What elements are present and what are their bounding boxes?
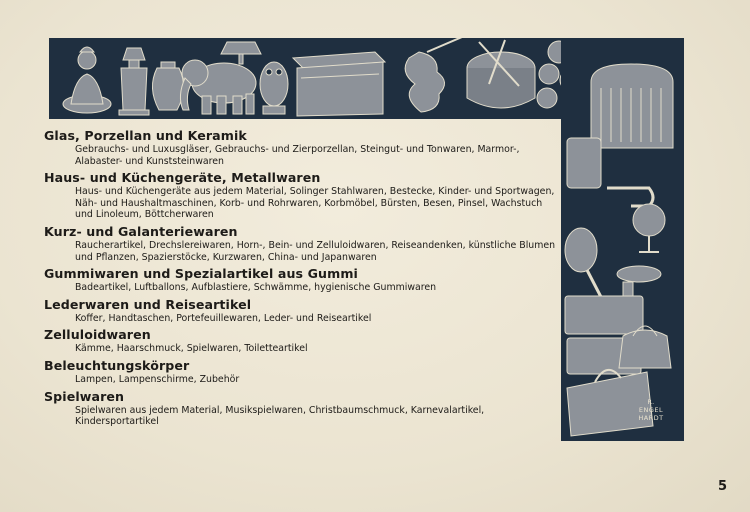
page-number: 5 [718, 479, 728, 494]
elephant-figurine-icon [180, 60, 256, 114]
category-items: Spielwaren aus jedem Material, Musikspielwaren, Christbaumschmuck, Karnevalartikel, Kindersportartikel [75, 404, 485, 428]
category-items: Gebrauchs- und Luxusgläser, Gebrauchs- und Zierporzellan, Steingut- und Tonwaren, Marmor-, Alabaster- und Kunststeinwaren [75, 144, 520, 167]
category-section [44, 224, 556, 263]
artist-signature [628, 398, 674, 422]
hand-mirror-icon [567, 138, 601, 188]
owl-figurine-icon [260, 62, 288, 114]
category-section [44, 389, 556, 428]
urn-icon [152, 62, 183, 110]
violin-icon [405, 38, 469, 112]
category-heading: Zelluloidwaren [44, 327, 151, 343]
category-heading: Gummiwaren und Spezialartikel aus Gummi [44, 266, 358, 282]
category-heading: Kurz- und Galanteriewaren [44, 223, 238, 239]
category-section [44, 170, 556, 221]
chest-box-icon [293, 52, 385, 116]
category-items: Kämme, Haarschmuck, Spielwaren, Toiletteartikel [75, 343, 308, 355]
category-heading: Haus- und Küchengeräte, Metallwaren [44, 170, 321, 186]
catalog-categories [44, 128, 556, 431]
category-heading: Lederwaren und Reiseartikel [44, 296, 252, 312]
category-section [44, 128, 556, 167]
signature-line: HARDT [638, 414, 664, 422]
category-items: Badeartikel, Luftballons, Aufblastiere, Schwämme, hygienische Gummiwaren [75, 282, 437, 294]
ornate-vase-icon [119, 48, 149, 115]
drum-icon [467, 40, 535, 108]
category-items: Koffer, Handtaschen, Portefeuillewaren, Leder- und Reiseartikel [75, 312, 372, 324]
category-heading: Beleuchtungskörper [44, 357, 190, 373]
category-items: Lampen, Lampenschirme, Zubehör [75, 373, 240, 385]
category-section [44, 327, 556, 355]
category-section [44, 266, 556, 294]
category-section [44, 358, 556, 386]
category-heading: Spielwaren [44, 388, 125, 404]
signature-line: ENGEL [638, 406, 664, 414]
wicker-chair-icon [591, 64, 673, 148]
buddha-figure-icon [63, 47, 111, 113]
goods-illustration-right [561, 38, 684, 441]
category-items: Raucherartikel, Drechslereiwaren, Horn-, Bein- und Zelluloidwaren, Reiseandenken, künstliche Blumen und Pflanzen, Spazierstöcke, Kurzwaren, China- und Japanwaren [75, 239, 556, 263]
illustration-banner-right [561, 38, 684, 441]
signature-line: R. [647, 398, 655, 406]
category-items: Haus- und Küchengeräte aus jedem Material, Solinger Stahlwaren, Bestecke, Kinder- und Sportwagen, Näh- und Haushaltmaschinen, Korb- und Rohrwaren, Korbmöbel, Bürsten, Besen, Pinsel, Wachstuch und Linoleum, Böttcherwaren [75, 186, 555, 221]
pipe-icon [607, 188, 653, 206]
table-mirror-icon [633, 204, 665, 252]
category-section [44, 297, 556, 325]
category-heading: Glas, Porzellan und Keramik [44, 128, 247, 143]
table-lamp-icon [221, 42, 261, 64]
